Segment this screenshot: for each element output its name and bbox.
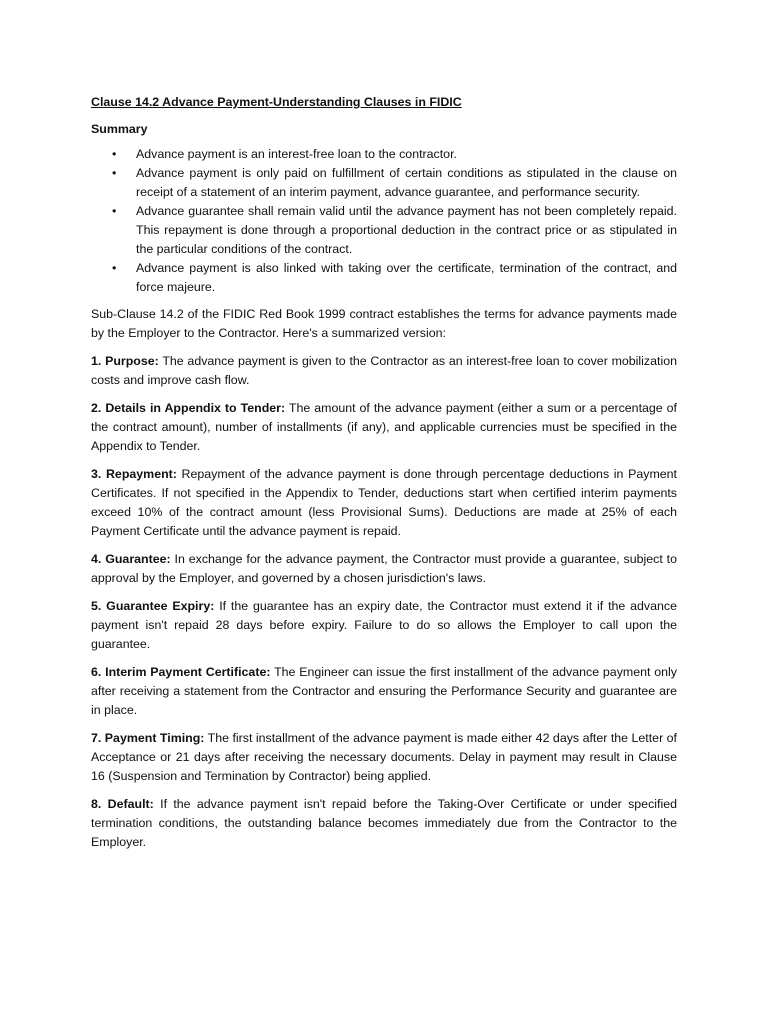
section-purpose <box>91 352 677 390</box>
section-heading: 6. Interim Payment Certificate: <box>91 665 271 679</box>
bullet-icon: • <box>112 261 117 275</box>
summary-bullet-item <box>91 164 677 202</box>
document-title: Clause 14.2 Advance Payment-Understanding Clauses in FIDIC <box>91 95 462 109</box>
section-text: Repayment of the advance payment is done through percentage deductions in Payment Certificates. If not specified in the Appendix to Tender, deductions start when certified interim payments exceed 10% of the contract amount (less Provisional Sums). Deductions are made at 25% of each Payment Certificate until the advance payment is repaid. <box>91 467 677 538</box>
section-heading: 7. Payment Timing: <box>91 731 205 745</box>
section-guarantee <box>91 550 677 588</box>
summary-bullet-text: Advance payment is also linked with taking over the certificate, termination of the contract, and force majeure. <box>136 261 677 294</box>
summary-bullet-list <box>91 145 677 297</box>
section-heading: 3. Repayment: <box>91 467 177 481</box>
summary-bullet-text: Advance payment is an interest-free loan to the contractor. <box>136 147 457 161</box>
summary-bullet-text: Advance payment is only paid on fulfillment of certain conditions as stipulated in the clause on receipt of a statement of an interim payment, advance guarantee, and performance security. <box>136 166 677 199</box>
section-text: If the guarantee has an expiry date, the Contractor must extend it if the advance payment isn't repaid 28 days before expiry. Failure to do so allows the Employer to call upon the guarantee. <box>91 599 677 651</box>
summary-heading: Summary <box>91 122 148 136</box>
section-heading: 5. Guarantee Expiry: <box>91 599 215 613</box>
summary-bullet-item <box>91 259 677 297</box>
section-interim-payment-certificate <box>91 663 677 720</box>
section-heading: 8. Default: <box>91 797 154 811</box>
bullet-icon: • <box>112 166 117 180</box>
section-heading: 4. Guarantee: <box>91 552 171 566</box>
section-appendix-details <box>91 399 677 456</box>
section-repayment <box>91 465 677 541</box>
section-text: The first installment of the advance payment is made either 42 days after the Letter of Acceptance or 21 days after receiving the necessary documents. Delay in payment may result in Clause 16 (Suspension and Termination by Contractor) being applied. <box>91 731 677 783</box>
section-payment-timing <box>91 729 677 786</box>
section-text: The Engineer can issue the first installment of the advance payment only after receiving a statement from the Contractor and ensuring the Performance Security and guarantee are in place. <box>91 665 677 717</box>
bullet-icon: • <box>112 204 117 218</box>
section-heading: 2. Details in Appendix to Tender: <box>91 401 286 415</box>
section-guarantee-expiry <box>91 597 677 654</box>
intro-paragraph: Sub-Clause 14.2 of the FIDIC Red Book 1999 contract establishes the terms for advance payments made by the Employer to the Contractor. Here's a summarized version: <box>91 307 677 340</box>
section-text: If the advance payment isn't repaid before the Taking-Over Certificate or under specified termination conditions, the outstanding balance becomes immediately due from the Contractor to the Employer. <box>91 797 677 849</box>
summary-bullet-item <box>91 145 677 164</box>
section-default <box>91 795 677 852</box>
bullet-icon: • <box>112 147 117 161</box>
summary-bullet-text: Advance guarantee shall remain valid until the advance payment has not been completely repaid. This repayment is done through a proportional deduction in the contract price or as stipulated in the particular conditions of the contract. <box>136 204 677 256</box>
section-text: In exchange for the advance payment, the Contractor must provide a guarantee, subject to approval by the Employer, and governed by a chosen jurisdiction's laws. <box>91 552 677 585</box>
section-text: The advance payment is given to the Contractor as an interest-free loan to cover mobilization costs and improve cash flow. <box>91 354 677 387</box>
section-text: The amount of the advance payment (either a sum or a percentage of the contract amount), number of installments (if any), and applicable currencies must be specified in the Appendix to Tender. <box>91 401 677 453</box>
summary-bullet-item <box>91 202 677 259</box>
section-heading: 1. Purpose: <box>91 354 159 368</box>
